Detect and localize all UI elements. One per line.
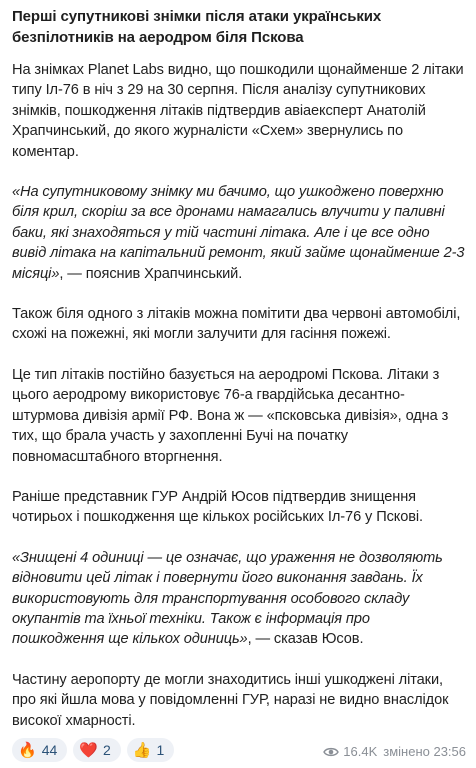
views-count: 16.4K	[343, 744, 378, 759]
heart-icon: ❤️	[79, 741, 98, 759]
paragraph-gur: Раніше представник ГУР Андрій Юсов підтвердив знищення чотирьох і пошкодження ще кількох російських Іл-76 у Пскові.	[12, 488, 423, 526]
quote-yusov-text: «Знищені 4 одиниці — це означає, що ураження не дозволяють відновити цей літак і повернути його виконання завдань. Їх використовують для транспортування особового складу окупантів та їхньої техніки. Також є інформація про пошкодження ще кількох одиниць»	[12, 549, 443, 648]
reaction-fire-button[interactable]	[12, 738, 67, 762]
reactions-bar	[12, 738, 174, 762]
post-title: Перші супутникові знімки після атаки українських безпілотників на аеродром біля Пскова	[12, 8, 382, 46]
paragraph-fire-trucks: Також біля одного з літаків можна помітити два червоні автомобілі, схожі на пожежні, які могли залучити для гасіння пожежі.	[12, 306, 461, 343]
paragraph-division: Це тип літаків постійно базується на аеродромі Пскова. Літаки з цього аеродрому використовує 76-а гвардійська десантно-штурмова дивізія армії РФ. Вона ж — «псковська дивізія», одна з тих, що брала участь у захопленні Бучі на початку повномасштабного вторгнення.	[12, 366, 449, 465]
reaction-count: 1	[156, 742, 165, 758]
eye-icon	[323, 746, 339, 758]
post-meta	[323, 744, 466, 759]
reaction-count: 2	[102, 742, 111, 758]
paragraph-intro: На знімках Planet Labs видно, що пошкодили щонайменше 2 літаки типу Іл-76 в ніч з 29 на 30 серпня. Після аналізу супутникових знімків, пошкодження літаків підтвердив авіаексперт Анатолій Храпчинський, до якого журналісти «Схем» звернулись по коментар.	[12, 62, 464, 160]
reaction-heart-button[interactable]	[73, 738, 120, 762]
edited-timestamp: змінено 23:56	[383, 744, 466, 759]
quote-yusov	[12, 548, 466, 650]
paragraph-clouds: Частину аеропорту де могли знаходитись інші ушкоджені літаки, про які йшла мова у повідомленні ГУР, наразі не видно внаслідок високої хмарності.	[12, 671, 449, 729]
quote-expert-text: «На супутниковому знімку ми бачимо, що ушкоджено поверхню біля крил, скоріш за все дронами намагались влучити у паливні баки, які знаходяться у тій частині літака. Але і це все одно вивід літака на капітальний ремонт, який займе щонайменше 2-3 місяці»	[12, 184, 465, 282]
quote-yusov-attribution: , — сказав Юсов.	[247, 631, 364, 648]
fire-icon: 🔥	[18, 741, 37, 759]
quote-expert	[12, 182, 466, 284]
quote-expert-attribution: , — пояснив Храпчинський.	[59, 265, 243, 282]
thumbs-up-icon: 👍	[132, 741, 152, 759]
reaction-thumbs-up-button[interactable]	[127, 738, 174, 762]
reaction-count: 44	[41, 742, 58, 758]
